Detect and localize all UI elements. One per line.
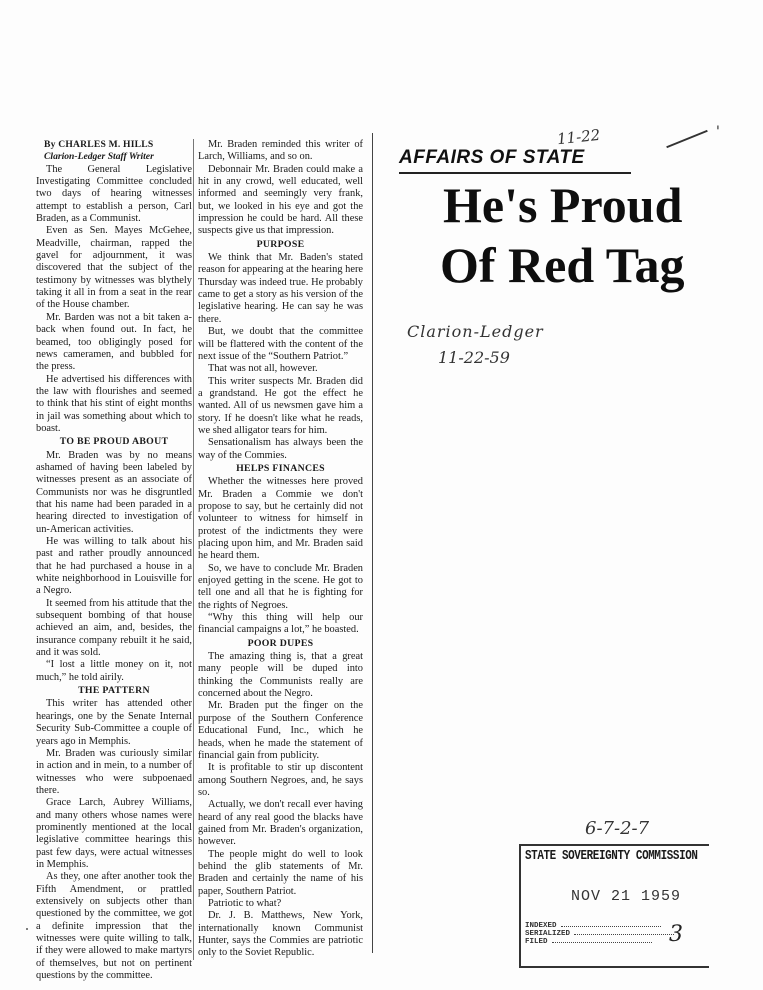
- handwritten-tick: ': [716, 124, 720, 140]
- commission-stamp: [519, 818, 709, 966]
- article-paragraph: He advertised his differences with the law with flourishes and seemed to think that his stint of eight months in jail was something about which to boast.: [36, 373, 192, 434]
- article-paragraph: This writer has attended other hearings, one by the Senate Internal Security Sub-Committee a couple of years ago in Memphis.: [36, 698, 192, 747]
- stamp-file-number: 3: [669, 922, 683, 947]
- section-subhead: HELPS FINANCES: [236, 462, 325, 474]
- article-paragraph: He was willing to talk about his past and rather proudly announced that he had purchased a house in a white neighborhood in Louisville for a Negro.: [36, 536, 192, 597]
- section-kicker: AFFAIRS OF STATE: [399, 147, 585, 168]
- column-divider: [372, 133, 373, 953]
- byline-title: Clarion-Ledger Staff Writer: [44, 151, 154, 163]
- article-paragraph: As they, one after another took the Fifth Amendment, or prattled extensively on subjects other than questioned by the committee, we got a definite impression that the witnesses were quite willing to talk, if they were allowed to make martyrs of themselves, but not on pertinent questions by the committee.: [36, 871, 192, 982]
- article-paragraph: The General Legislative Investigating Committee concluded two days of hearing witnesses attempt to establish a person, Carl Braden, as a Communist.: [36, 163, 192, 225]
- article-paragraph: Debonnair Mr. Braden could make a hit in any crowd, well educated, well informed and seemingly very frank, but, we looked in his eye and got the impression he could be hard. All these suspects give us that impression.: [198, 163, 363, 237]
- section-subhead: TO BE PROUD ABOUT: [59, 436, 169, 448]
- stamp-date: NOV 21 1959: [571, 888, 682, 905]
- article-paragraph: Patriotic to what?: [208, 897, 282, 909]
- stamp-handwritten-number: 6-7-2-7: [585, 818, 650, 839]
- stamp-title: STATE SOVEREIGNTY COMMISSION: [525, 848, 698, 864]
- article-paragraph: “I lost a little money on it, not much,” he told airily.: [36, 659, 192, 683]
- stamp-serialized: SERIALIZED: [525, 930, 571, 938]
- article-paragraph: That was not all, however.: [208, 363, 318, 375]
- handwritten-arrow: [666, 130, 708, 148]
- article-paragraph: Mr. Braden was curiously similar in action and in mein, to a number of witnesses who were subpoenaed there.: [36, 747, 192, 796]
- article-paragraph: We think that Mr. Baden's stated reason for appearing at the hearing here Thursday was indeed true. He probably came to get a story as his version of the legislative hearing. He can say he was there.: [198, 252, 364, 325]
- stamp-fields: [525, 922, 674, 946]
- paper-speck: [26, 928, 28, 930]
- stamp-indexed: INDEXED: [525, 922, 557, 930]
- article-paragraph: But, we doubt that the committee will be flattered with the content of the next issue of the “Southern Patriot.”: [198, 326, 363, 362]
- column-2-body: [198, 139, 363, 960]
- article-paragraph: Sensationalism has always been the way of the Commies.: [198, 437, 363, 461]
- stamp-filed: FILED: [525, 938, 548, 946]
- headline-line-1: He's Proud: [443, 177, 683, 233]
- article-paragraph: So, we have to conclude Mr. Braden enjoyed getting in the scene. He got to tell one and all that he is fighting for the rights of Negroes.: [198, 562, 363, 611]
- handwritten-date-top: 11-22: [556, 125, 602, 149]
- article-paragraph: The people might do well to look behind the glib statements of Mr. Braden and certainly the name of his paper, Southern Patriot.: [198, 848, 363, 897]
- section-subhead: THE PATTERN: [78, 685, 150, 697]
- article-paragraph: Whether the witnesses here proved Mr. Braden a Commie we don't propose to say, but he certainly did not volunteer to witness for himself in protest of the indictments they were placing upon him, and Mr. Braden said he heard them.: [198, 476, 363, 562]
- section-subhead: PURPOSE: [256, 238, 305, 250]
- article-column-1: [36, 139, 192, 982]
- column-1-body: [36, 164, 192, 983]
- article-paragraph: Dr. J. B. Matthews, New York, internationally known Communist Hunter, says the Commies are patriotic only to the Soviet Republic.: [198, 910, 363, 959]
- handwritten-paper-date: 11-22-59: [438, 348, 510, 367]
- article-paragraph: Mr. Braden reminded this writer of Larch, Williams, and so on.: [198, 139, 363, 163]
- section-subhead: POOR DUPES: [247, 637, 314, 649]
- handwritten-paper-name: Clarion-Ledger: [407, 322, 544, 341]
- article-paragraph: Mr. Barden was not a bit taken a-back when found out. In fact, he beamed, too obligingly posed for news cameramen, and bubbled for the press.: [36, 311, 192, 373]
- article-paragraph: Mr. Braden was by no means ashamed of having been labeled by witnesses present as an associate of Communists nor was he disgruntled that his name had been paraded in a hearing directed to investigation of un-American activities.: [36, 449, 192, 535]
- article-paragraph: It is profitable to stir up discontent among Southern Negroes, and, he says so.: [198, 762, 363, 798]
- article-paragraph: This writer suspects Mr. Braden did a grandstand. He got the effect he wanted. All of us newsmen gave him a story. If he doesn't like what he reads, we shed alligator tears for him.: [198, 375, 363, 436]
- article-paragraph: The amazing thing is, that a great many people will be duped into thinking the Communists really are concerned about the Negro.: [198, 651, 363, 700]
- article-paragraph: “Why this thing will help our financial campaigns a lot,” he boasted.: [198, 612, 363, 636]
- article-paragraph: Actually, we don't recall ever having heard of any real good the blacks have gained from Mr. Braden's organization, however.: [198, 799, 363, 848]
- article-column-2: [193, 139, 363, 960]
- article-paragraph: Grace Larch, Aubrey Williams, and many others whose names were prominently mentioned at the local legislative committee hearings this past few days, were actual witnesses in Memphis.: [36, 797, 192, 870]
- article-paragraph: It seemed from his attitude that the subsequent bombing of that house achieved an aim, and, besides, the insurance company rebuilt it he said, and it was sold.: [36, 597, 192, 659]
- byline: By CHARLES M. HILLS: [44, 139, 154, 150]
- article-paragraph: Even as Sen. Mayes McGehee, Meadville, chairman, rapped the gavel for adjournment, it was discovered that the subject of the testimony by witnesses was blythely taking it all in from a seat in the rear of the House chamber.: [36, 225, 192, 311]
- article-paragraph: Mr. Braden put the finger on the purpose of the Southern Conference Educational Fund, Inc., which he heads, when he made the statement of financial gain from publicity.: [198, 700, 363, 761]
- headline-line-2: Of Red Tag: [440, 237, 685, 293]
- kicker-underline: [399, 172, 631, 174]
